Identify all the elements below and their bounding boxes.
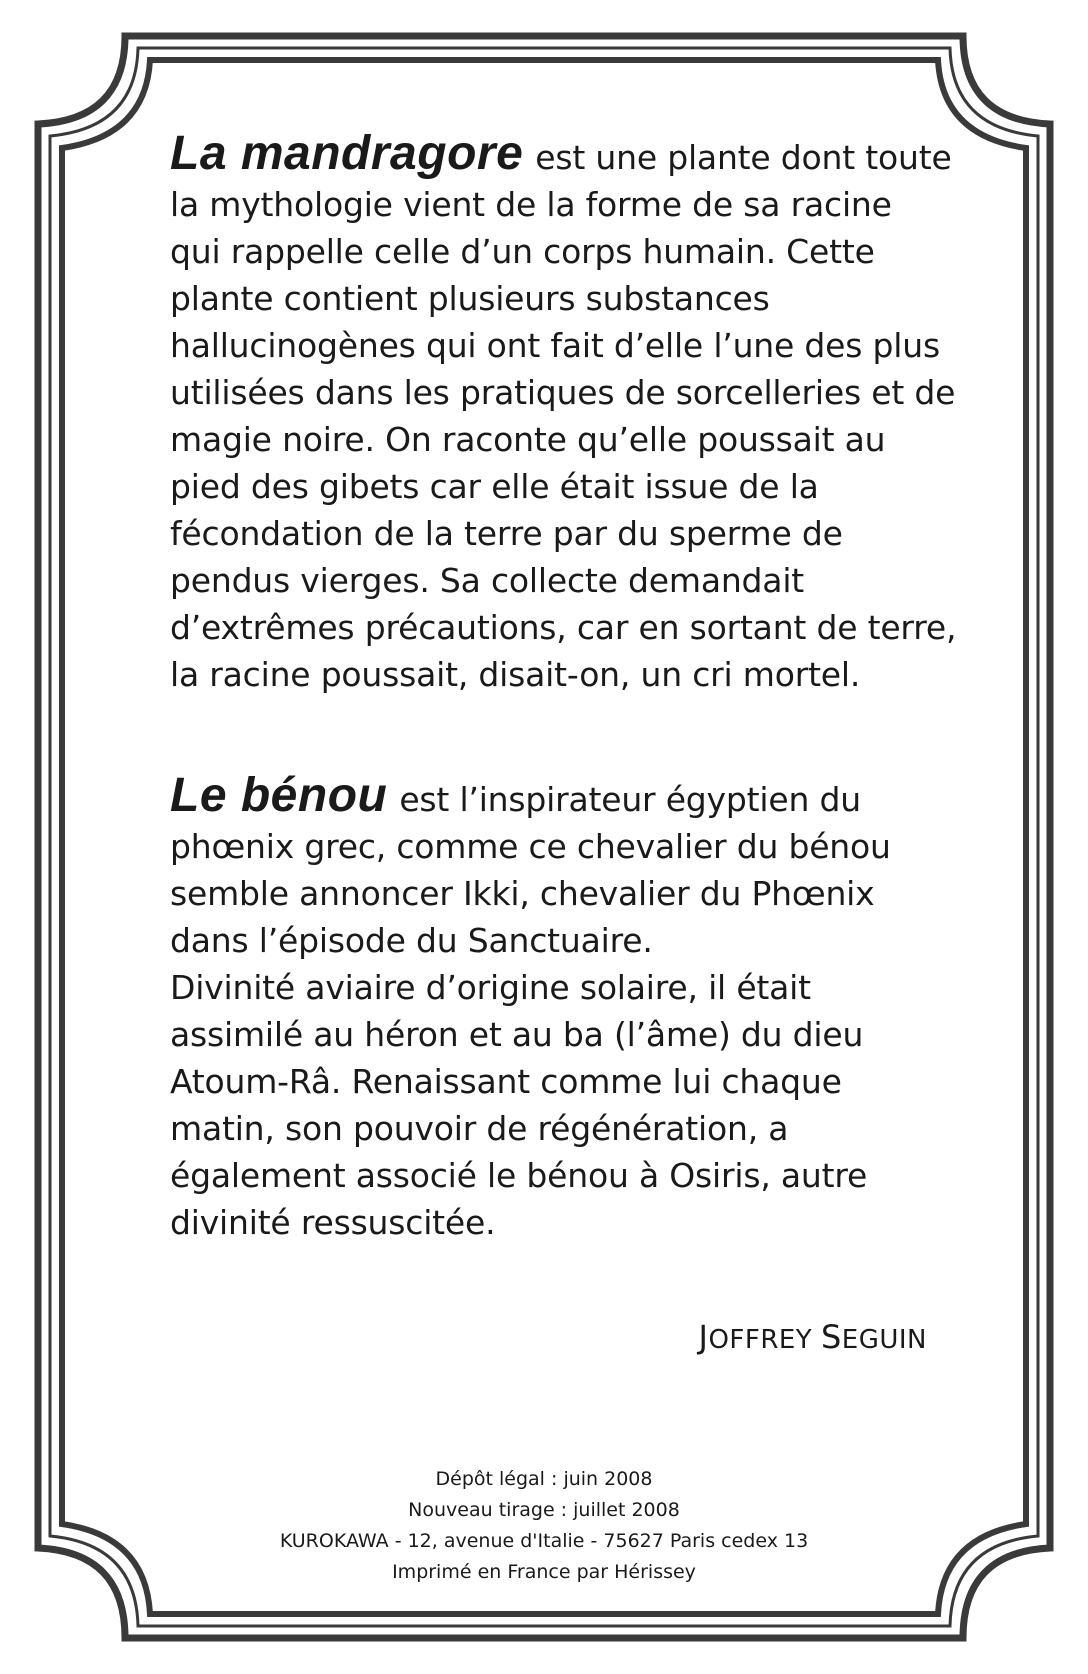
- paragraph-line: pendus vierges. Sa collecte demandait: [170, 561, 805, 600]
- paragraph-line: pied des gibets car elle était issue de la: [170, 467, 819, 506]
- paragraph-line: semble annoncer Ikki, chevalier du Phœnix: [170, 874, 875, 913]
- article-body: [170, 127, 957, 1246]
- first-name-initial: J: [698, 1318, 709, 1356]
- paragraph-line: [170, 769, 930, 823]
- paragraph-line: assimilé au héron et au ba (l’âme) du dieu: [170, 1015, 864, 1054]
- paragraph-line: divinité ressuscitée.: [170, 1203, 496, 1242]
- paragraph-line: phœnix grec, comme ce chevalier du bénou: [170, 827, 891, 866]
- paragraph-text: est une plante dont toute: [535, 138, 952, 177]
- paragraph-line: utilisées dans les pratiques de sorcelleries et de: [170, 373, 956, 412]
- last-name-initial: S: [820, 1318, 842, 1356]
- first-name-rest: OFFREY: [708, 1325, 813, 1355]
- printer-info: Imprimé en France par Hérissey: [392, 1561, 696, 1583]
- paragraph-line: la racine poussait, disait-on, un cri mortel.: [170, 655, 861, 694]
- paragraph-line: dans l’épisode du Sanctuaire.: [170, 921, 653, 960]
- paragraph-line: hallucinogènes qui ont fait d’elle l’une des plus: [170, 326, 940, 365]
- mandragore-paragraph: [170, 127, 957, 698]
- benou-heading: Le bénou: [170, 769, 388, 822]
- legal-imprint: [0, 1464, 1088, 1588]
- paragraph-line: [170, 127, 952, 181]
- paragraph-text: est l’inspirateur égyptien du: [399, 780, 861, 819]
- author-signature: [170, 1318, 927, 1356]
- paragraph-line: fécondation de la terre par du sperme de: [170, 514, 843, 553]
- paragraph-line: plante contient plusieurs substances: [170, 279, 770, 318]
- paragraph-line: d’extrêmes précautions, car en sortant de terre,: [170, 608, 957, 647]
- last-name-rest: EGUIN: [841, 1325, 927, 1355]
- legal-deposit: Dépôt légal : juin 2008: [435, 1468, 653, 1490]
- paragraph-line: Divinité aviaire d’origine solaire, il était: [170, 968, 811, 1007]
- paragraph-line: également associé le bénou à Osiris, autre: [170, 1156, 868, 1195]
- paragraph-line: Atoum-Râ. Renaissant comme lui chaque: [170, 1062, 842, 1101]
- paragraph-line: qui rappelle celle d’un corps humain. Cette: [170, 232, 875, 271]
- benou-paragraph: [170, 769, 930, 1246]
- paragraph-line: magie noire. On raconte qu’elle poussait au: [170, 420, 886, 459]
- paragraph-line: la mythologie vient de la forme de sa racine: [170, 185, 892, 224]
- paragraph-line: matin, son pouvoir de régénération, a: [170, 1109, 789, 1148]
- publisher-address: KUROKAWA - 12, avenue d'Italie - 75627 Paris cedex 13: [279, 1530, 809, 1552]
- mandragore-heading: La mandragore: [170, 127, 524, 180]
- reprint-date: Nouveau tirage : juillet 2008: [408, 1499, 680, 1521]
